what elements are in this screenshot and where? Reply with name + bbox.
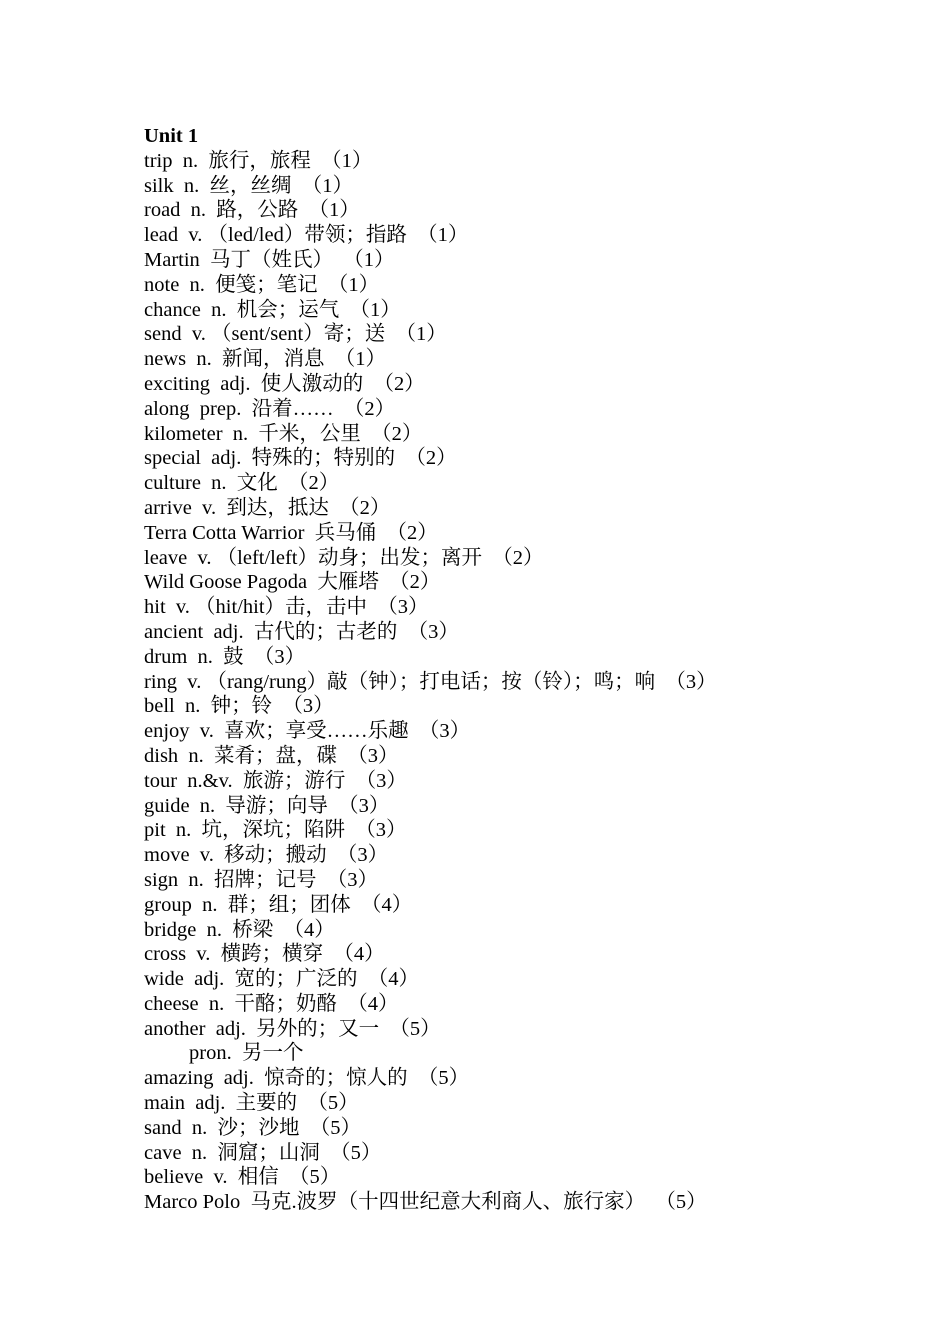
vocab-entry: cross v. 横跨；横穿 （4） xyxy=(144,943,385,966)
vocab-entry: move v. 移动；搬动 （3） xyxy=(144,844,389,867)
vocab-entry: sign n. 招牌；记号 （3） xyxy=(144,868,379,891)
vocab-entry: guide n. 导游；向导 （3） xyxy=(144,794,390,817)
vocab-entry: hit v. （hit/hit）击，击中 （3） xyxy=(144,596,429,619)
vocab-entry: sand n. 沙；沙地 （5） xyxy=(144,1116,361,1139)
vocab-entry: group n. 群；组；团体 （4） xyxy=(144,893,413,916)
vocab-entry: cave n. 洞窟；山洞 （5） xyxy=(144,1141,382,1164)
vocab-entry: pit n. 坑，深坑；陷阱 （3） xyxy=(144,819,407,842)
vocab-entry: amazing adj. 惊奇的；惊人的 （5） xyxy=(144,1067,470,1090)
vocab-entry: Terra Cotta Warrior 兵马俑 （2） xyxy=(144,521,438,544)
vocab-entry: chance n. 机会；运气 （1） xyxy=(144,298,401,321)
vocab-entry: arrive v. 到达，抵达 （2） xyxy=(144,496,391,519)
vocabulary-list xyxy=(144,124,924,1215)
vocab-entry: ring v. （rang/rung）敲（钟）；打电话；按（铃）；鸣；响 （3） xyxy=(144,670,717,693)
vocab-entry: drum n. 鼓 （3） xyxy=(144,645,306,668)
vocab-entry: Wild Goose Pagoda 大雁塔 （2） xyxy=(144,571,441,594)
vocab-entry: leave v. （left/left）动身；出发；离开 （2） xyxy=(144,546,544,569)
vocab-entry: another adj. 另外的；又一 （5） xyxy=(144,1017,441,1040)
vocab-entry: bell n. 钟；铃 （3） xyxy=(144,695,334,718)
vocab-entry: along prep. 沿着…… （2） xyxy=(144,397,396,420)
vocab-entry: wide adj. 宽的；广泛的 （4） xyxy=(144,968,420,991)
vocab-entry: believe v. 相信 （5） xyxy=(144,1166,341,1189)
vocab-entry: Marco Polo 马克.波罗（十四世纪意大利商人、旅行家） （5） xyxy=(144,1191,707,1214)
vocab-entry: main adj. 主要的 （5） xyxy=(144,1092,359,1115)
unit-title: Unit 1 xyxy=(144,125,199,147)
vocab-entry: enjoy v. 喜欢；享受……乐趣 （3） xyxy=(144,720,471,743)
vocab-entry: silk n. 丝，丝绸 （1） xyxy=(144,174,353,197)
vocab-entry: special adj. 特殊的；特别的 （2） xyxy=(144,447,457,470)
vocab-entry: culture n. 文化 （2） xyxy=(144,472,340,495)
vocab-entry: note n. 便笺；笔记 （1） xyxy=(144,273,380,296)
vocab-entry: news n. 新闻，消息 （1） xyxy=(144,348,387,371)
vocab-entry: trip n. 旅行，旅程 （1） xyxy=(144,149,373,172)
vocab-entry: dish n. 菜肴；盘，碟 （3） xyxy=(144,744,399,767)
vocab-entry: cheese n. 干酪；奶酪 （4） xyxy=(144,992,399,1015)
vocab-entry: ancient adj. 古代的；古老的 （3） xyxy=(144,620,459,643)
vocab-entry: kilometer n. 千米，公里 （2） xyxy=(144,422,423,445)
vocab-entry: lead v. （led/led）带领；指路 （1） xyxy=(144,224,469,247)
vocab-entry: tour n.&v. 旅游；游行 （3） xyxy=(144,769,407,792)
vocab-entry: road n. 路，公路 （1） xyxy=(144,199,360,222)
vocab-entry: Martin 马丁（姓氏） （1） xyxy=(144,248,395,271)
vocab-entry: bridge n. 桥梁 （4） xyxy=(144,918,335,941)
vocab-entry: exciting adj. 使人激动的 （2） xyxy=(144,372,425,395)
vocab-entry: send v. （sent/sent）寄；送 （1） xyxy=(144,323,447,346)
vocab-entry-continuation: pron. 另一个 xyxy=(189,1042,304,1065)
